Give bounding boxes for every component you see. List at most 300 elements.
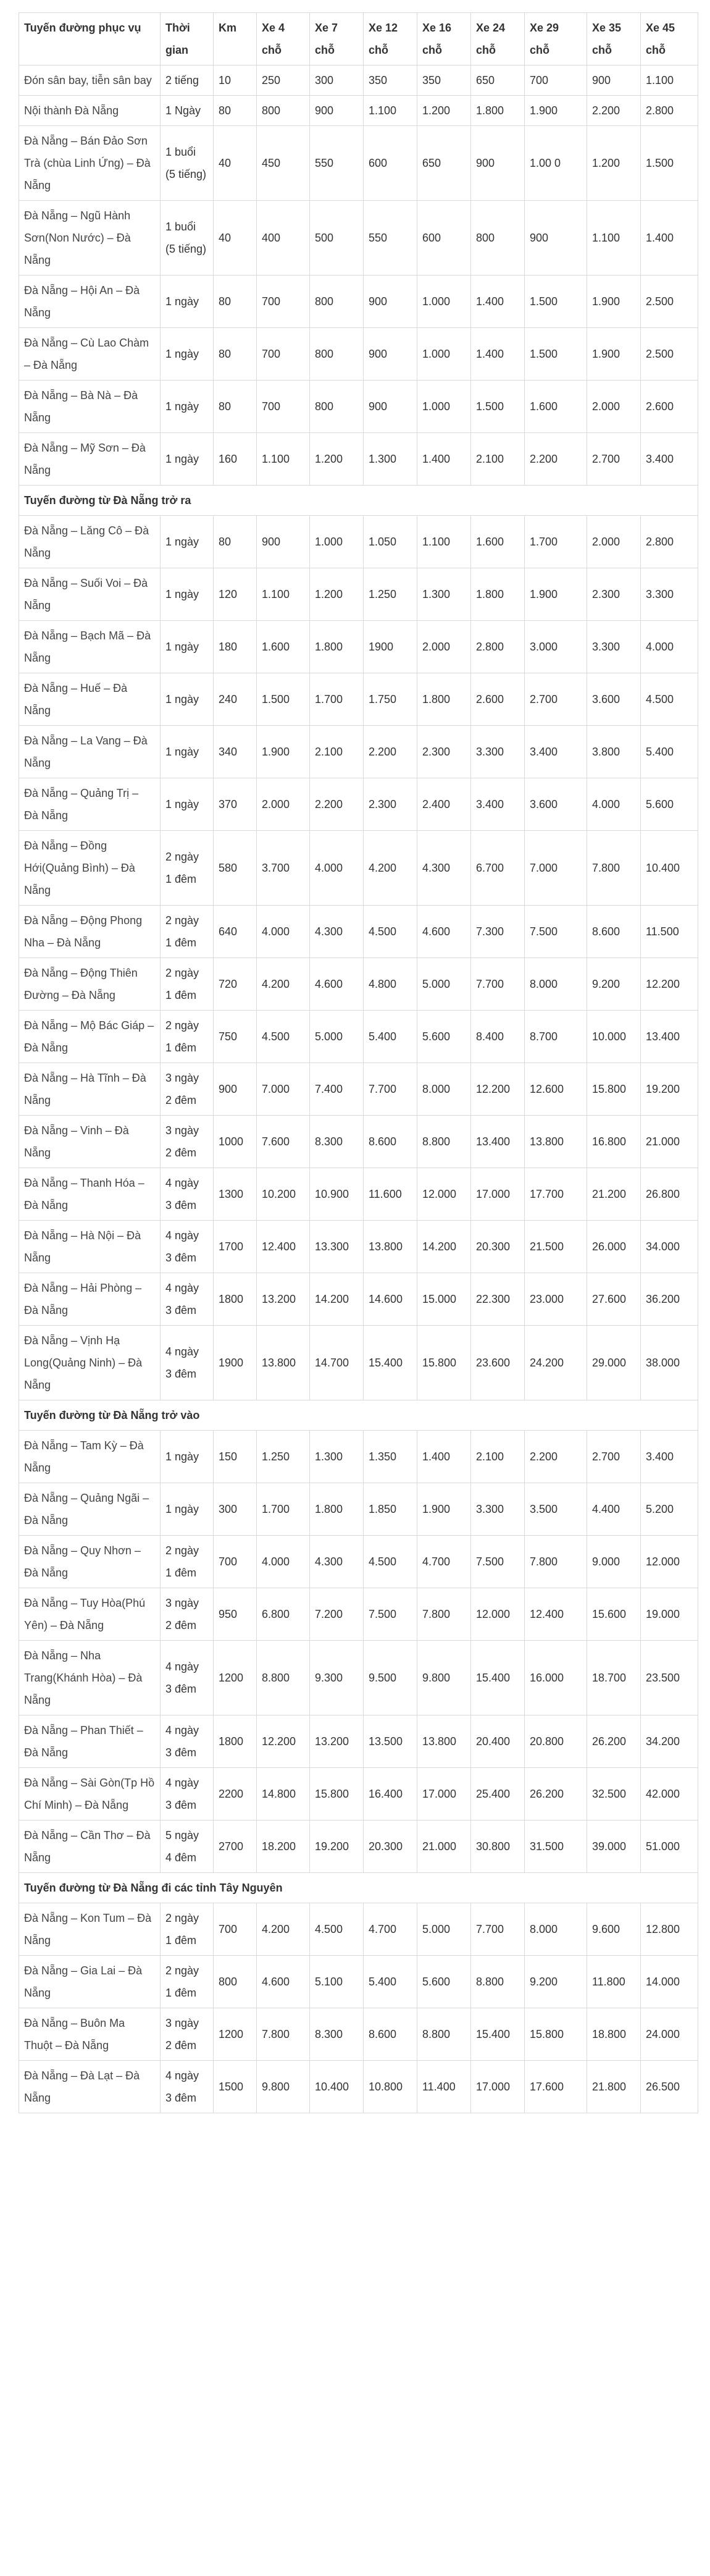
table-row bbox=[19, 1820, 698, 1873]
table-row bbox=[19, 1273, 698, 1326]
duration-cell: 1 ngày bbox=[161, 778, 214, 831]
price-cell: 1.800 bbox=[471, 96, 525, 126]
price-cell: 4.700 bbox=[364, 1903, 417, 1956]
price-cell: 2.200 bbox=[587, 96, 641, 126]
price-cell: 12.000 bbox=[471, 1588, 525, 1641]
price-cell: 300 bbox=[310, 65, 364, 96]
price-cell: 18.700 bbox=[587, 1641, 641, 1715]
duration-cell: 4 ngày 3 đêm bbox=[161, 1168, 214, 1221]
km-cell: 1200 bbox=[214, 1641, 257, 1715]
duration-cell: 4 ngày 3 đêm bbox=[161, 2061, 214, 2113]
price-cell: 26.000 bbox=[587, 1221, 641, 1273]
price-cell: 1.800 bbox=[471, 568, 525, 621]
route-cell: Đà Nẵng – Cù Lao Chàm – Đà Nẵng bbox=[19, 328, 161, 381]
price-cell: 1.400 bbox=[471, 328, 525, 381]
price-cell: 17.000 bbox=[417, 1768, 471, 1820]
price-cell: 11.500 bbox=[641, 906, 698, 958]
price-cell: 8.400 bbox=[471, 1011, 525, 1063]
table-row bbox=[19, 1483, 698, 1536]
price-cell: 450 bbox=[257, 126, 310, 201]
price-cell: 14.000 bbox=[641, 1956, 698, 2008]
table-row bbox=[19, 1221, 698, 1273]
price-cell: 1.850 bbox=[364, 1483, 417, 1536]
price-cell: 2.500 bbox=[641, 276, 698, 328]
price-cell: 1.400 bbox=[641, 201, 698, 276]
price-cell: 12.800 bbox=[641, 1903, 698, 1956]
price-cell: 4.600 bbox=[257, 1956, 310, 2008]
price-cell: 21.000 bbox=[641, 1116, 698, 1168]
column-header: Xe 7 chỗ bbox=[310, 13, 364, 65]
duration-cell: 4 ngày 3 đêm bbox=[161, 1221, 214, 1273]
price-cell: 13.400 bbox=[641, 1011, 698, 1063]
column-header: Xe 35 chỗ bbox=[587, 13, 641, 65]
price-cell: 350 bbox=[364, 65, 417, 96]
route-cell: Đà Nẵng – Thanh Hóa – Đà Nẵng bbox=[19, 1168, 161, 1221]
column-header: Xe 45 chỗ bbox=[641, 13, 698, 65]
price-cell: 5.400 bbox=[364, 1011, 417, 1063]
price-cell: 2.000 bbox=[587, 381, 641, 433]
km-cell: 80 bbox=[214, 96, 257, 126]
price-cell: 20.800 bbox=[525, 1715, 587, 1768]
table-row bbox=[19, 1768, 698, 1820]
price-cell: 13.800 bbox=[417, 1715, 471, 1768]
price-cell: 51.000 bbox=[641, 1820, 698, 1873]
duration-cell: 1 ngày bbox=[161, 568, 214, 621]
price-cell: 19.200 bbox=[310, 1820, 364, 1873]
table-row bbox=[19, 516, 698, 568]
duration-cell: 2 ngày 1 đêm bbox=[161, 1011, 214, 1063]
price-cell: 20.400 bbox=[471, 1715, 525, 1768]
route-cell: Đà Nẵng – Bán Đảo Sơn Trà (chùa Linh Ứng) – Đà Nẵng bbox=[19, 126, 161, 201]
table-row bbox=[19, 2008, 698, 2061]
price-cell: 6.700 bbox=[471, 831, 525, 906]
price-cell: 1.400 bbox=[417, 433, 471, 486]
price-cell: 8.000 bbox=[525, 1903, 587, 1956]
price-cell: 16.400 bbox=[364, 1768, 417, 1820]
price-cell: 29.000 bbox=[587, 1326, 641, 1400]
price-cell: 26.500 bbox=[641, 2061, 698, 2113]
km-cell: 80 bbox=[214, 328, 257, 381]
price-cell: 18.800 bbox=[587, 2008, 641, 2061]
price-cell: 1.500 bbox=[525, 276, 587, 328]
price-cell: 4.400 bbox=[587, 1483, 641, 1536]
price-cell: 350 bbox=[417, 65, 471, 96]
price-cell: 3.400 bbox=[641, 433, 698, 486]
price-cell: 600 bbox=[417, 201, 471, 276]
price-cell: 3.000 bbox=[525, 621, 587, 673]
price-cell: 1.600 bbox=[257, 621, 310, 673]
route-cell: Đà Nẵng – Hội An – Đà Nẵng bbox=[19, 276, 161, 328]
km-cell: 1900 bbox=[214, 1326, 257, 1400]
price-cell: 14.200 bbox=[417, 1221, 471, 1273]
price-cell: 7.000 bbox=[257, 1063, 310, 1116]
price-cell: 1.700 bbox=[257, 1483, 310, 1536]
duration-cell: 1 ngày bbox=[161, 328, 214, 381]
table-row bbox=[19, 1011, 698, 1063]
price-cell: 12.200 bbox=[471, 1063, 525, 1116]
table-row bbox=[19, 201, 698, 276]
price-cell: 10.200 bbox=[257, 1168, 310, 1221]
price-cell: 1.200 bbox=[587, 126, 641, 201]
price-cell: 550 bbox=[310, 126, 364, 201]
duration-cell: 3 ngày 2 đêm bbox=[161, 1063, 214, 1116]
price-cell: 7.800 bbox=[257, 2008, 310, 2061]
price-cell: 1.100 bbox=[257, 568, 310, 621]
route-cell: Đà Nẵng – Suối Voi – Đà Nẵng bbox=[19, 568, 161, 621]
price-cell: 1.800 bbox=[417, 673, 471, 726]
table-row bbox=[19, 328, 698, 381]
price-cell: 800 bbox=[471, 201, 525, 276]
km-cell: 1200 bbox=[214, 2008, 257, 2061]
column-header: Xe 12 chỗ bbox=[364, 13, 417, 65]
route-cell: Đà Nẵng – Đà Lạt – Đà Nẵng bbox=[19, 2061, 161, 2113]
price-cell: 17.000 bbox=[471, 2061, 525, 2113]
price-cell: 700 bbox=[525, 65, 587, 96]
km-cell: 80 bbox=[214, 516, 257, 568]
price-cell: 13.400 bbox=[471, 1116, 525, 1168]
km-cell: 340 bbox=[214, 726, 257, 778]
price-cell: 16.800 bbox=[587, 1116, 641, 1168]
price-cell: 14.600 bbox=[364, 1273, 417, 1326]
price-cell: 8.300 bbox=[310, 1116, 364, 1168]
km-cell: 700 bbox=[214, 1903, 257, 1956]
duration-cell: 2 ngày 1 đêm bbox=[161, 831, 214, 906]
duration-cell: 2 ngày 1 đêm bbox=[161, 1536, 214, 1588]
route-cell: Nội thành Đà Nẵng bbox=[19, 96, 161, 126]
price-cell: 1.900 bbox=[525, 568, 587, 621]
route-cell: Đà Nẵng – Hải Phòng – Đà Nẵng bbox=[19, 1273, 161, 1326]
route-cell: Đà Nẵng – Động Phong Nha – Đà Nẵng bbox=[19, 906, 161, 958]
price-cell: 30.800 bbox=[471, 1820, 525, 1873]
price-cell: 3.500 bbox=[525, 1483, 587, 1536]
section-row bbox=[19, 1400, 698, 1431]
km-cell: 750 bbox=[214, 1011, 257, 1063]
route-cell: Đà Nẵng – Kon Tum – Đà Nẵng bbox=[19, 1903, 161, 1956]
section-title: Tuyến đường từ Đà Nẵng đi các tỉnh Tây Nguyên bbox=[19, 1873, 698, 1903]
price-cell: 26.200 bbox=[587, 1715, 641, 1768]
price-cell: 7.800 bbox=[587, 831, 641, 906]
price-cell: 5.200 bbox=[641, 1483, 698, 1536]
km-cell: 1300 bbox=[214, 1168, 257, 1221]
price-cell: 2.200 bbox=[364, 726, 417, 778]
km-cell: 240 bbox=[214, 673, 257, 726]
price-cell: 1.250 bbox=[364, 568, 417, 621]
duration-cell: 1 Ngày bbox=[161, 96, 214, 126]
section-row bbox=[19, 486, 698, 516]
table-row bbox=[19, 1903, 698, 1956]
table-body bbox=[19, 65, 698, 2113]
price-cell: 2.000 bbox=[587, 516, 641, 568]
duration-cell: 3 ngày 2 đêm bbox=[161, 2008, 214, 2061]
price-cell: 7.500 bbox=[471, 1536, 525, 1588]
duration-cell: 1 ngày bbox=[161, 1483, 214, 1536]
price-cell: 4.600 bbox=[310, 958, 364, 1011]
price-cell: 900 bbox=[364, 328, 417, 381]
price-cell: 15.400 bbox=[471, 1641, 525, 1715]
price-cell: 800 bbox=[310, 328, 364, 381]
route-cell: Đón sân bay, tiễn sân bay bbox=[19, 65, 161, 96]
route-cell: Đà Nẵng – Vinh – Đà Nẵng bbox=[19, 1116, 161, 1168]
table-row bbox=[19, 1116, 698, 1168]
km-cell: 80 bbox=[214, 276, 257, 328]
price-cell: 15.000 bbox=[417, 1273, 471, 1326]
price-cell: 5.000 bbox=[417, 958, 471, 1011]
price-cell: 31.500 bbox=[525, 1820, 587, 1873]
column-header: Xe 24 chỗ bbox=[471, 13, 525, 65]
route-cell: Đà Nẵng – Cần Thơ – Đà Nẵng bbox=[19, 1820, 161, 1873]
price-cell: 1.500 bbox=[257, 673, 310, 726]
route-cell: Đà Nẵng – Nha Trang(Khánh Hòa) – Đà Nẵng bbox=[19, 1641, 161, 1715]
duration-cell: 2 ngày 1 đêm bbox=[161, 958, 214, 1011]
route-cell: Đà Nẵng – Quảng Ngãi – Đà Nẵng bbox=[19, 1483, 161, 1536]
duration-cell: 4 ngày 3 đêm bbox=[161, 1641, 214, 1715]
price-cell: 1.400 bbox=[471, 276, 525, 328]
price-cell: 19.000 bbox=[641, 1588, 698, 1641]
price-cell: 17.000 bbox=[471, 1168, 525, 1221]
price-cell: 7.600 bbox=[257, 1116, 310, 1168]
duration-cell: 1 ngày bbox=[161, 516, 214, 568]
price-cell: 2.300 bbox=[364, 778, 417, 831]
price-cell: 1.100 bbox=[257, 433, 310, 486]
duration-cell: 1 ngày bbox=[161, 1431, 214, 1483]
price-cell: 4.500 bbox=[641, 673, 698, 726]
price-cell: 13.200 bbox=[257, 1273, 310, 1326]
price-cell: 800 bbox=[257, 96, 310, 126]
price-cell: 2.800 bbox=[641, 516, 698, 568]
route-cell: Đà Nẵng – Quy Nhơn – Đà Nẵng bbox=[19, 1536, 161, 1588]
section-row bbox=[19, 1873, 698, 1903]
price-cell: 24.000 bbox=[641, 2008, 698, 2061]
price-cell: 34.000 bbox=[641, 1221, 698, 1273]
price-cell: 10.900 bbox=[310, 1168, 364, 1221]
price-cell: 500 bbox=[310, 201, 364, 276]
km-cell: 2200 bbox=[214, 1768, 257, 1820]
duration-cell: 3 ngày 2 đêm bbox=[161, 1116, 214, 1168]
table-row bbox=[19, 381, 698, 433]
price-cell: 4.500 bbox=[364, 906, 417, 958]
price-cell: 2.000 bbox=[257, 778, 310, 831]
price-cell: 4.700 bbox=[417, 1536, 471, 1588]
price-cell: 26.200 bbox=[525, 1768, 587, 1820]
price-cell: 2.800 bbox=[471, 621, 525, 673]
route-cell: Đà Nẵng – Lăng Cô – Đà Nẵng bbox=[19, 516, 161, 568]
price-cell: 9.800 bbox=[417, 1641, 471, 1715]
price-cell: 1.200 bbox=[310, 568, 364, 621]
table-row bbox=[19, 906, 698, 958]
price-cell: 3.300 bbox=[471, 726, 525, 778]
price-cell: 8.600 bbox=[587, 906, 641, 958]
price-cell: 8.600 bbox=[364, 1116, 417, 1168]
price-cell: 10.400 bbox=[310, 2061, 364, 2113]
table-row bbox=[19, 126, 698, 201]
km-cell: 40 bbox=[214, 126, 257, 201]
price-cell: 17.700 bbox=[525, 1168, 587, 1221]
route-cell: Đà Nẵng – Huế – Đà Nẵng bbox=[19, 673, 161, 726]
price-cell: 12.200 bbox=[257, 1715, 310, 1768]
price-cell: 27.600 bbox=[587, 1273, 641, 1326]
duration-cell: 1 ngày bbox=[161, 433, 214, 486]
km-cell: 160 bbox=[214, 433, 257, 486]
km-cell: 900 bbox=[214, 1063, 257, 1116]
price-cell: 12.000 bbox=[641, 1536, 698, 1588]
duration-cell: 4 ngày 3 đêm bbox=[161, 1715, 214, 1768]
km-cell: 1800 bbox=[214, 1715, 257, 1768]
table-row bbox=[19, 2061, 698, 2113]
price-cell: 15.800 bbox=[310, 1768, 364, 1820]
price-cell: 14.700 bbox=[310, 1326, 364, 1400]
price-cell: 800 bbox=[310, 276, 364, 328]
km-cell: 800 bbox=[214, 1956, 257, 2008]
price-cell: 2.200 bbox=[525, 1431, 587, 1483]
table-row bbox=[19, 1168, 698, 1221]
price-cell: 1.000 bbox=[417, 381, 471, 433]
price-cell: 1.000 bbox=[417, 276, 471, 328]
column-header: Tuyến đường phục vụ bbox=[19, 13, 161, 65]
price-cell: 4.200 bbox=[364, 831, 417, 906]
table-row bbox=[19, 96, 698, 126]
duration-cell: 1 ngày bbox=[161, 381, 214, 433]
price-cell: 1.700 bbox=[310, 673, 364, 726]
price-cell: 15.800 bbox=[525, 2008, 587, 2061]
price-cell: 11.400 bbox=[417, 2061, 471, 2113]
price-cell: 3.400 bbox=[525, 726, 587, 778]
table-row bbox=[19, 1536, 698, 1588]
price-cell: 2.100 bbox=[471, 1431, 525, 1483]
column-header: Km bbox=[214, 13, 257, 65]
price-cell: 1.900 bbox=[587, 328, 641, 381]
price-cell: 1.900 bbox=[417, 1483, 471, 1536]
route-cell: Đà Nẵng – La Vang – Đà Nẵng bbox=[19, 726, 161, 778]
price-cell: 20.300 bbox=[364, 1820, 417, 1873]
price-cell: 900 bbox=[364, 276, 417, 328]
price-cell: 2.800 bbox=[641, 96, 698, 126]
price-cell: 1.500 bbox=[525, 328, 587, 381]
km-cell: 950 bbox=[214, 1588, 257, 1641]
price-cell: 1900 bbox=[364, 621, 417, 673]
price-cell: 12.600 bbox=[525, 1063, 587, 1116]
column-header: Thời gian bbox=[161, 13, 214, 65]
price-cell: 3.300 bbox=[641, 568, 698, 621]
price-cell: 800 bbox=[310, 381, 364, 433]
price-cell: 5.000 bbox=[310, 1011, 364, 1063]
price-cell: 900 bbox=[364, 381, 417, 433]
price-cell: 9.200 bbox=[587, 958, 641, 1011]
column-header: Xe 16 chỗ bbox=[417, 13, 471, 65]
km-cell: 1800 bbox=[214, 1273, 257, 1326]
duration-cell: 2 ngày 1 đêm bbox=[161, 906, 214, 958]
price-cell: 3.400 bbox=[641, 1431, 698, 1483]
price-cell: 13.800 bbox=[525, 1116, 587, 1168]
price-cell: 6.800 bbox=[257, 1588, 310, 1641]
km-cell: 1500 bbox=[214, 2061, 257, 2113]
price-cell: 2.700 bbox=[587, 1431, 641, 1483]
route-cell: Đà Nẵng – Động Thiên Đường – Đà Nẵng bbox=[19, 958, 161, 1011]
price-cell: 9.500 bbox=[364, 1641, 417, 1715]
duration-cell: 1 buổi (5 tiếng) bbox=[161, 126, 214, 201]
price-cell: 4.800 bbox=[364, 958, 417, 1011]
price-cell: 7.700 bbox=[471, 1903, 525, 1956]
price-cell: 7.700 bbox=[471, 958, 525, 1011]
price-cell: 900 bbox=[310, 96, 364, 126]
price-cell: 8.800 bbox=[257, 1641, 310, 1715]
price-cell: 26.800 bbox=[641, 1168, 698, 1221]
price-cell: 18.200 bbox=[257, 1820, 310, 1873]
price-cell: 7.800 bbox=[417, 1588, 471, 1641]
price-cell: 2.700 bbox=[587, 433, 641, 486]
duration-cell: 2 ngày 1 đêm bbox=[161, 1903, 214, 1956]
price-cell: 9.800 bbox=[257, 2061, 310, 2113]
table-row bbox=[19, 958, 698, 1011]
price-cell: 12.200 bbox=[641, 958, 698, 1011]
price-cell: 4.300 bbox=[310, 906, 364, 958]
price-cell: 4.000 bbox=[641, 621, 698, 673]
duration-cell: 4 ngày 3 đêm bbox=[161, 1768, 214, 1820]
table-row bbox=[19, 1431, 698, 1483]
price-cell: 1.600 bbox=[525, 381, 587, 433]
duration-cell: 3 ngày 2 đêm bbox=[161, 1588, 214, 1641]
price-cell: 12.400 bbox=[525, 1588, 587, 1641]
price-cell: 12.000 bbox=[417, 1168, 471, 1221]
price-cell: 1.100 bbox=[641, 65, 698, 96]
price-cell: 400 bbox=[257, 201, 310, 276]
km-cell: 180 bbox=[214, 621, 257, 673]
duration-cell: 4 ngày 3 đêm bbox=[161, 1273, 214, 1326]
price-cell: 22.300 bbox=[471, 1273, 525, 1326]
price-cell: 8.000 bbox=[525, 958, 587, 1011]
price-cell: 1.500 bbox=[641, 126, 698, 201]
price-cell: 4.200 bbox=[257, 958, 310, 1011]
price-cell: 900 bbox=[257, 516, 310, 568]
price-cell: 13.200 bbox=[310, 1715, 364, 1768]
price-cell: 19.200 bbox=[641, 1063, 698, 1116]
price-cell: 5.400 bbox=[641, 726, 698, 778]
km-cell: 300 bbox=[214, 1483, 257, 1536]
price-cell: 1.400 bbox=[417, 1431, 471, 1483]
price-cell: 9.300 bbox=[310, 1641, 364, 1715]
price-cell: 900 bbox=[525, 201, 587, 276]
price-cell: 8.800 bbox=[471, 1956, 525, 2008]
price-cell: 2.100 bbox=[471, 433, 525, 486]
price-cell: 5.600 bbox=[417, 1011, 471, 1063]
price-cell: 4.500 bbox=[364, 1536, 417, 1588]
price-cell: 3.700 bbox=[257, 831, 310, 906]
price-cell: 700 bbox=[257, 381, 310, 433]
price-cell: 23.000 bbox=[525, 1273, 587, 1326]
price-cell: 2.700 bbox=[525, 673, 587, 726]
price-cell: 1.700 bbox=[525, 516, 587, 568]
km-cell: 700 bbox=[214, 1536, 257, 1588]
price-cell: 1.000 bbox=[310, 516, 364, 568]
table-row bbox=[19, 1326, 698, 1400]
price-cell: 38.000 bbox=[641, 1326, 698, 1400]
section-title: Tuyến đường từ Đà Nẵng trở vào bbox=[19, 1400, 698, 1431]
route-cell: Đà Nẵng – Đồng Hới(Quảng Bình) – Đà Nẵng bbox=[19, 831, 161, 906]
price-cell: 1.000 bbox=[417, 328, 471, 381]
price-cell: 7.300 bbox=[471, 906, 525, 958]
column-header: Xe 29 chỗ bbox=[525, 13, 587, 65]
price-cell: 39.000 bbox=[587, 1820, 641, 1873]
price-cell: 4.300 bbox=[310, 1536, 364, 1588]
price-cell: 5.600 bbox=[641, 778, 698, 831]
route-cell: Đà Nẵng – Tam Kỳ – Đà Nẵng bbox=[19, 1431, 161, 1483]
table-row bbox=[19, 568, 698, 621]
price-cell: 1.900 bbox=[257, 726, 310, 778]
km-cell: 2700 bbox=[214, 1820, 257, 1873]
price-cell: 1.300 bbox=[417, 568, 471, 621]
table-row bbox=[19, 621, 698, 673]
price-cell: 10.000 bbox=[587, 1011, 641, 1063]
route-cell: Đà Nẵng – Ngũ Hành Sơn(Non Nước) – Đà Nẵng bbox=[19, 201, 161, 276]
